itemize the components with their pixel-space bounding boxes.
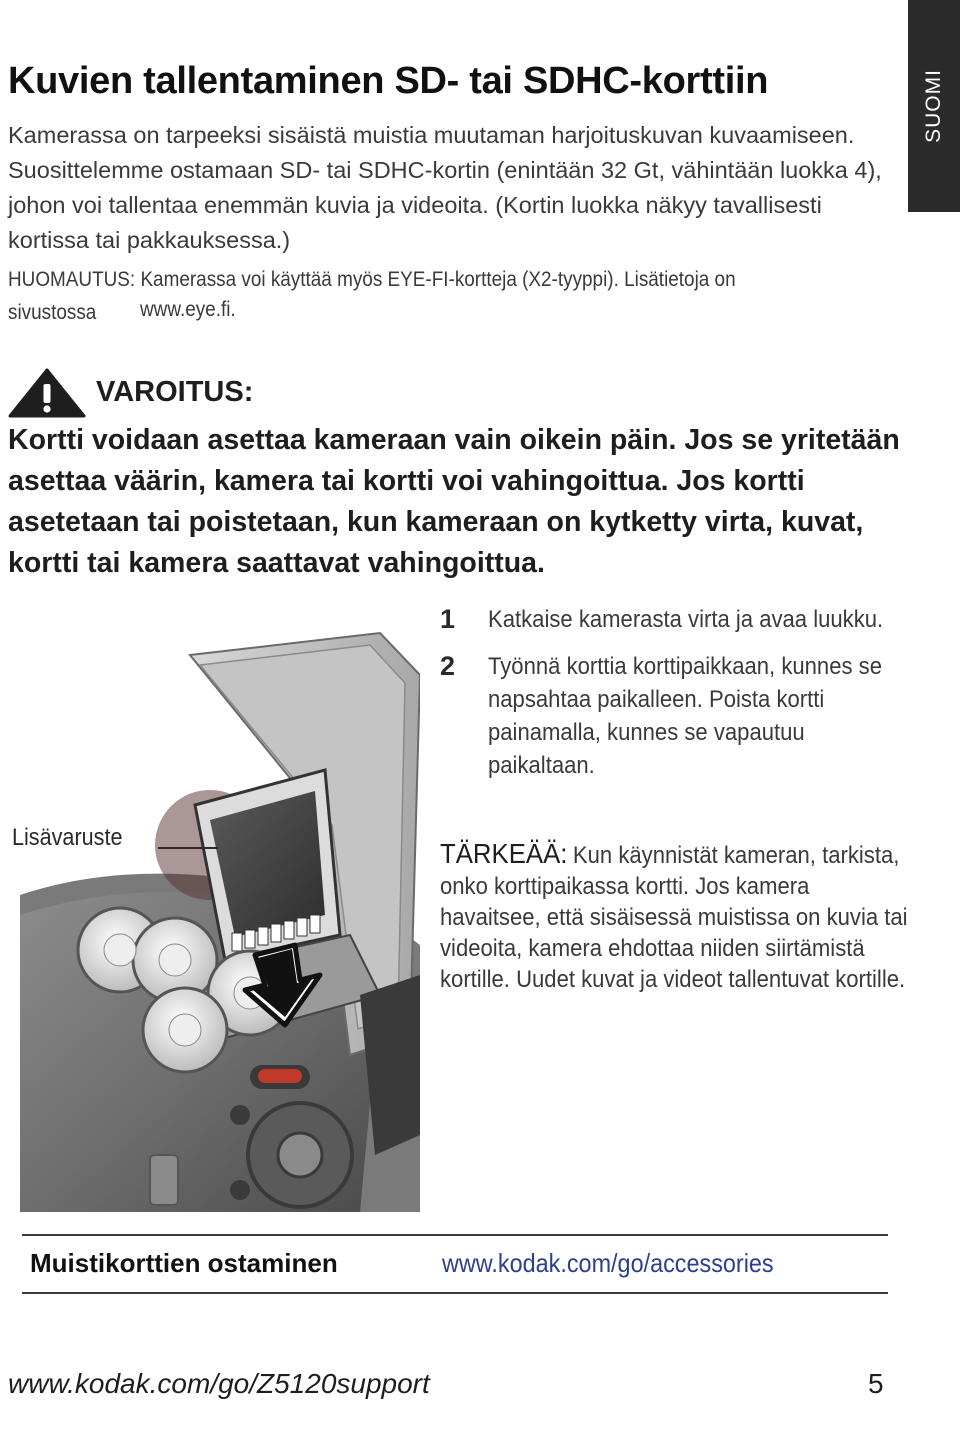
page-number: 5 — [868, 1368, 884, 1399]
language-tab-label: SUOMI — [922, 69, 945, 143]
step-1 — [440, 603, 900, 636]
callout-line — [158, 847, 218, 849]
purchase-bar — [22, 1234, 888, 1294]
camera-card-illustration — [20, 615, 420, 1212]
page-title: Kuvien tallentaminen SD- tai SDHC-korttiin — [8, 60, 769, 102]
important-text: Kun käynnistät kameran, tarkista, onko korttipaikassa kortti. Jos kamera havaitsee, että sisäisessä muistissa on kuvia tai videoita, kamera ehdottaa niiden siirtämistä kortille. Uudet kuvat ja videot tallentuvat kortille. — [440, 842, 908, 993]
language-tab — [908, 0, 960, 212]
step-2 — [440, 650, 900, 782]
warning-triangle-icon — [8, 368, 86, 418]
footer-support-url: www.kodak.com/go/Z5120support — [8, 1368, 430, 1399]
step-number: 2 — [440, 651, 456, 681]
warning-label: VAROITUS: — [96, 376, 254, 408]
step-text: Työnnä korttia korttipaikkaan, kunnes se napsahtaa paikalleen. Poista kortti painamalla, kunnes se vapautuu paikaltaan. — [488, 653, 882, 779]
eye-fi-link[interactable]: www.eye.fi. — [140, 297, 236, 321]
note-paragraph: HUOMAUTUS: Kamerassa voi käyttää myös EYE-FI-kortteja (X2-tyyppi). Lisätietoja on sivustossa — [8, 267, 736, 324]
important-note — [440, 838, 910, 995]
accessory-callout: Lisävaruste — [12, 824, 123, 851]
important-label: TÄRKEÄÄ: — [440, 838, 568, 869]
purchase-label: Muistikorttien ostaminen — [30, 1248, 338, 1278]
step-number: 1 — [440, 604, 456, 634]
step-text: Katkaise kamerasta virta ja avaa luukku. — [488, 606, 884, 633]
intro-paragraph: Kamerassa on tarpeeksi sisäistä muistia muutaman harjoituskuvan kuvaamiseen. Suosittelemme ostamaan SD- tai SDHC-kortin (enintään 32 Gt, vähintään luokka 4), johon voi tallentaa enemmän kuvia ja videoita. (Kortin luokka näkyy tavallisesti kortissa tai pakkauksessa.) — [8, 122, 882, 253]
warning-text: Kortti voidaan asettaa kameraan vain oikein päin. Jos se yritetään asettaa väärin, kamera tai kortti voi vahingoittua. Jos kortti asetetaan tai poistetaan, kun kameraan on kytketty virta, kuvat, kortti tai kamera saattavat vahingoittua. — [8, 424, 900, 579]
accessories-link[interactable]: www.kodak.com/go/accessories — [442, 1248, 774, 1278]
steps-list — [440, 603, 900, 796]
